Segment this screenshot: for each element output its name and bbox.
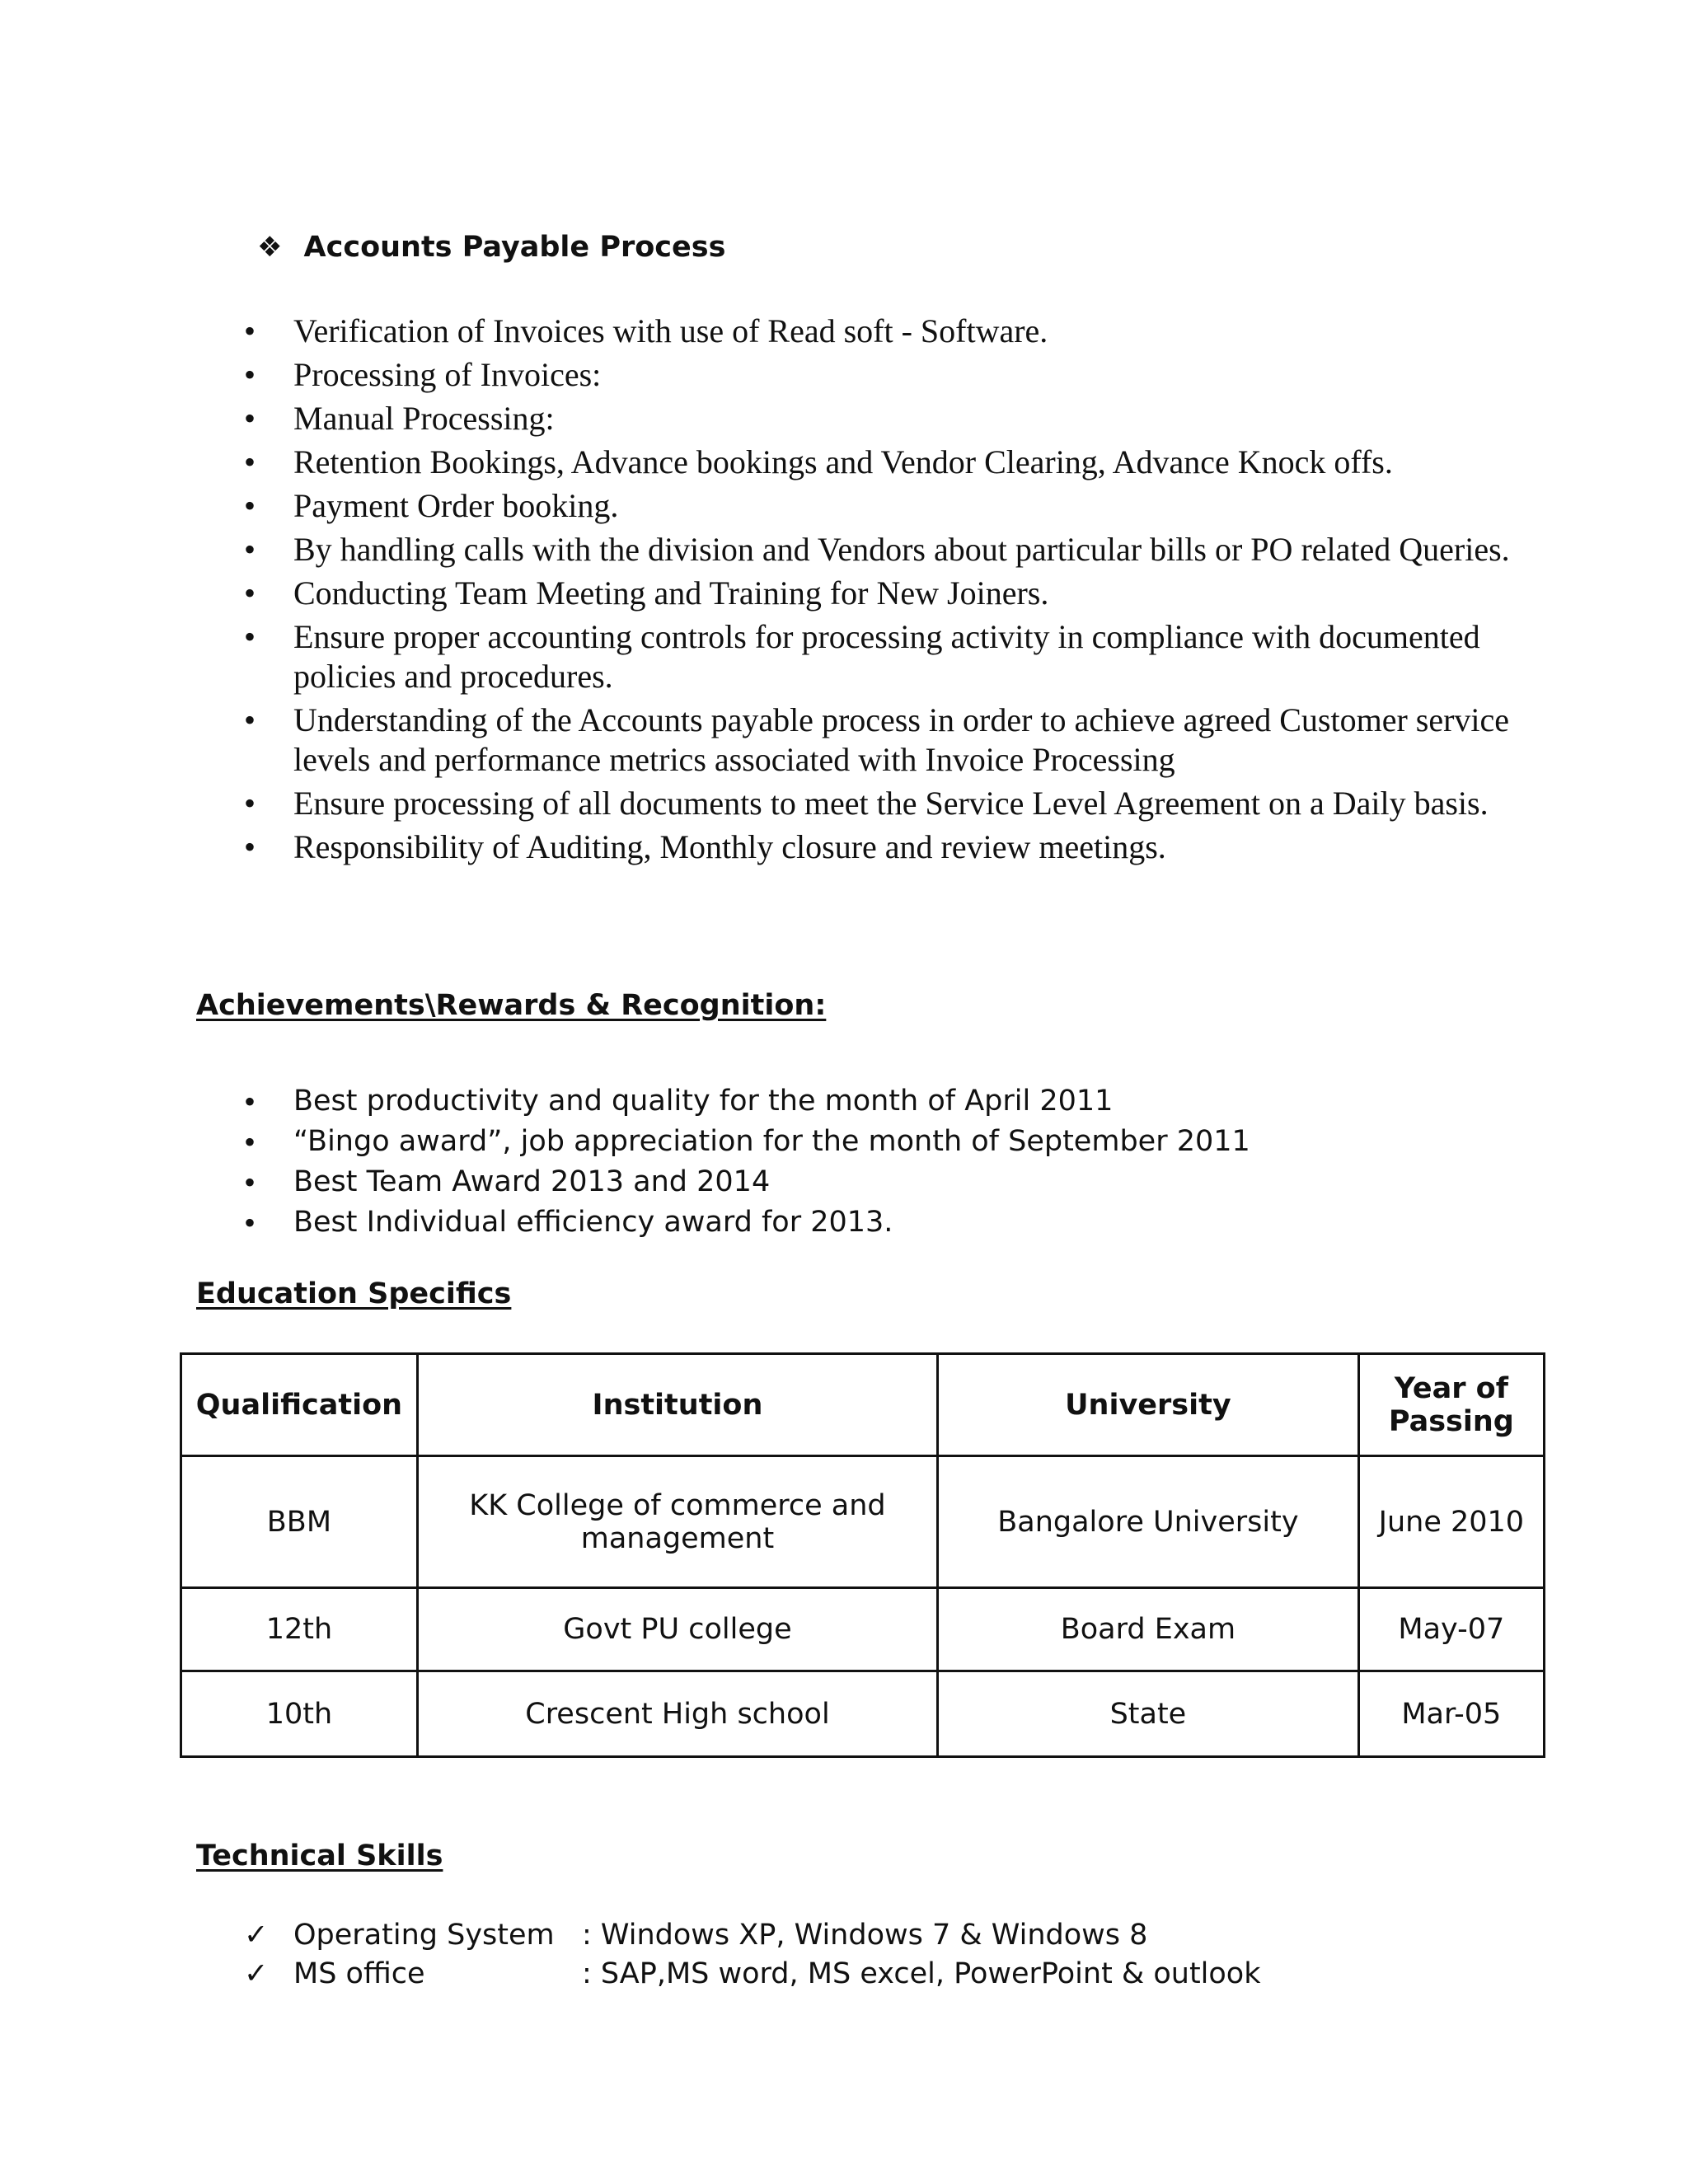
education-title: Education Specifics bbox=[196, 1277, 512, 1310]
technical-skills-list bbox=[244, 1916, 1261, 1994]
skill-label: Operating System bbox=[293, 1919, 555, 1952]
list-item bbox=[244, 1916, 1261, 1955]
list-item: • Best Individual efficiency award for 2013. bbox=[244, 1204, 893, 1241]
checkmark-icon: ✓ bbox=[244, 1957, 269, 1990]
bullet-icon: • bbox=[244, 312, 256, 349]
bullet-icon: • bbox=[244, 400, 256, 437]
bullet-icon: • bbox=[244, 443, 256, 480]
achievements-title: Achievements\Rewards & Recognition: bbox=[196, 989, 827, 1022]
technical-skills-title: Technical Skills bbox=[196, 1840, 443, 1872]
cell-institution: Crescent High school bbox=[417, 1671, 937, 1757]
accounts-payable-list bbox=[244, 312, 1513, 871]
list-item: • Understanding of the Accounts payable process in order to achieve agreed Customer service levels and performance metrics associated with Invoice Processing bbox=[244, 701, 1510, 778]
list-item: • “Bingo award”, job appreciation for the month of September 2011 bbox=[244, 1123, 1250, 1160]
cell-university: Board Exam bbox=[938, 1588, 1359, 1671]
bullet-icon: • bbox=[244, 487, 256, 524]
bullet-icon: • bbox=[244, 531, 256, 568]
accounts-payable-heading-text: Accounts Payable Process bbox=[303, 231, 726, 264]
bullet-icon: • bbox=[244, 574, 256, 612]
table-header-row bbox=[181, 1354, 1545, 1456]
cell-institution: Govt PU college bbox=[417, 1588, 937, 1671]
skill-value: : SAP,MS word, MS excel, PowerPoint & outlook bbox=[582, 1957, 1261, 1990]
header-qualification: Qualification bbox=[181, 1354, 418, 1456]
list-item: • Conducting Team Meeting and Training for New Joiners. bbox=[244, 574, 1049, 612]
diamond-bullet-icon: ❖ bbox=[257, 231, 283, 264]
education-table bbox=[180, 1352, 1545, 1758]
bullet-icon: • bbox=[244, 1083, 256, 1120]
cell-qualification: 10th bbox=[181, 1671, 418, 1757]
cell-year: June 2010 bbox=[1358, 1456, 1544, 1588]
list-item: • Best Team Award 2013 and 2014 bbox=[244, 1164, 771, 1201]
header-institution: Institution bbox=[417, 1354, 937, 1456]
list-item: • By handling calls with the division and Vendors about particular bills or PO related Queries. bbox=[244, 531, 1510, 568]
bullet-icon: • bbox=[244, 1164, 256, 1201]
list-item: • Responsibility of Auditing, Monthly closure and review meetings. bbox=[244, 828, 1166, 865]
list-item: • Payment Order booking. bbox=[244, 487, 619, 524]
list-item: • Verification of Invoices with use of Read soft - Software. bbox=[244, 312, 1048, 349]
list-item: • Retention Bookings, Advance bookings and Vendor Clearing, Advance Knock offs. bbox=[244, 443, 1393, 480]
cell-university: State bbox=[938, 1671, 1359, 1757]
list-item: • Ensure processing of all documents to meet the Service Level Agreement on a Daily basis. bbox=[244, 785, 1489, 822]
cell-university: Bangalore University bbox=[938, 1456, 1359, 1588]
achievements-list bbox=[244, 1081, 1480, 1243]
bullet-icon: • bbox=[244, 356, 256, 393]
cell-qualification: BBM bbox=[181, 1456, 418, 1588]
cell-institution: KK College of commerce and management bbox=[417, 1456, 937, 1588]
cell-qualification: 12th bbox=[181, 1588, 418, 1671]
bullet-icon: • bbox=[244, 785, 256, 822]
bullet-icon: • bbox=[244, 1204, 256, 1241]
bullet-icon: • bbox=[244, 828, 256, 865]
checkmark-icon: ✓ bbox=[244, 1919, 269, 1952]
header-year-of-passing: Year of Passing bbox=[1358, 1354, 1544, 1456]
accounts-payable-heading bbox=[257, 231, 725, 264]
skill-value: : Windows XP, Windows 7 & Windows 8 bbox=[582, 1919, 1148, 1952]
list-item: • Ensure proper accounting controls for processing activity in compliance with documented policies and procedures. bbox=[244, 618, 1480, 695]
bullet-icon: • bbox=[244, 701, 256, 738]
list-item: • Best productivity and quality for the month of April 2011 bbox=[244, 1083, 1114, 1120]
table-row bbox=[181, 1671, 1545, 1757]
table-row bbox=[181, 1588, 1545, 1671]
cell-year: Mar-05 bbox=[1358, 1671, 1544, 1757]
header-university: University bbox=[938, 1354, 1359, 1456]
cell-year: May-07 bbox=[1358, 1588, 1544, 1671]
bullet-icon: • bbox=[244, 618, 256, 655]
list-item bbox=[244, 1955, 1261, 1994]
table-row bbox=[181, 1456, 1545, 1588]
skill-label: MS office bbox=[293, 1957, 425, 1990]
list-item: • Manual Processing: bbox=[244, 400, 555, 437]
bullet-icon: • bbox=[244, 1123, 256, 1160]
list-item: • Processing of Invoices: bbox=[244, 356, 602, 393]
